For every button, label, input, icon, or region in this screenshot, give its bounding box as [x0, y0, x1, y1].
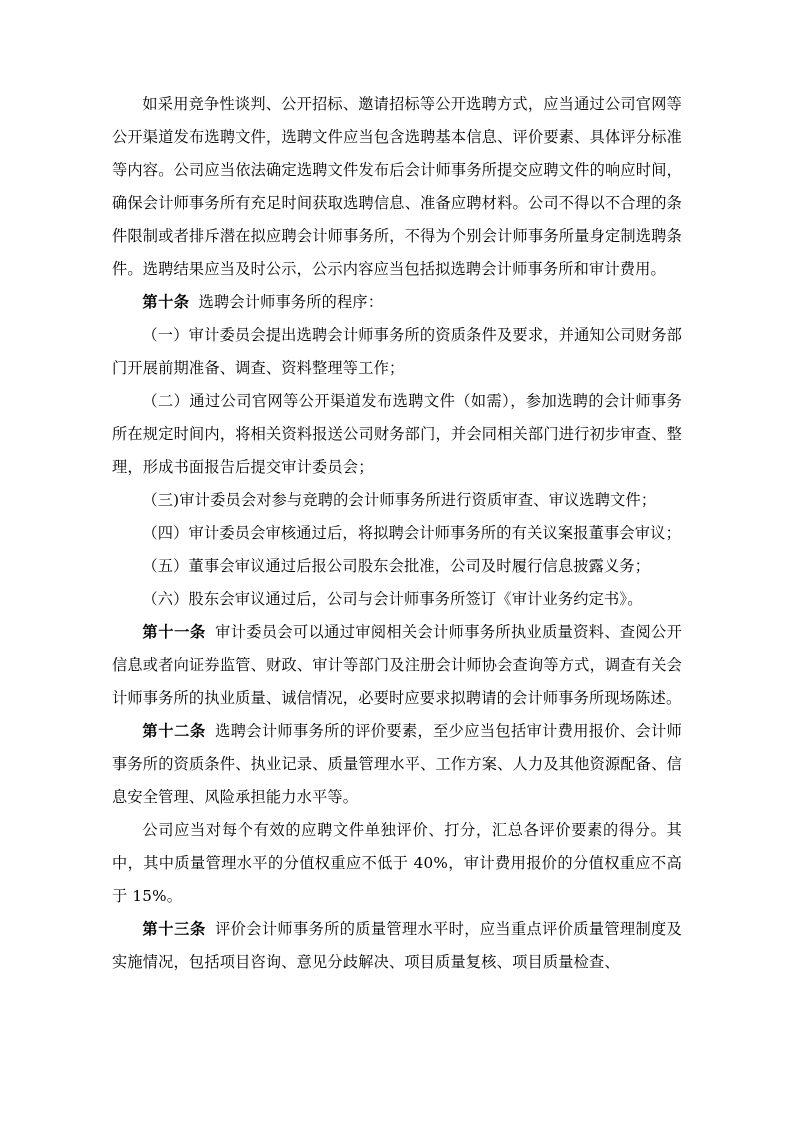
article-12-label: 第十二条: [142, 722, 206, 740]
item-10-4: （四）审计委员会审核通过后，将拟聘会计师事务所的有关议案报董事会审议；: [142, 524, 681, 542]
item-10-2: （二）通过公司官网等公开渠道发布选聘文件（如需），参加选聘的会计师事务所在规定时间内，将相关资料报送公司财务部门，并会同相关部门进行初步审查、整理，形成书面报告后提交审计委员会；: [112, 392, 682, 476]
article-10: [112, 286, 682, 319]
item-10-5: （五）董事会审议通过后报公司股东会批准，公司及时履行信息披露义务；: [142, 557, 651, 575]
item-10-6: （六）股东会审议通过后，公司与会计师事务所签订《审计业务约定书》。: [142, 590, 643, 608]
document-body: [112, 88, 682, 979]
article-10-text: 选聘会计师事务所的程序：: [198, 293, 384, 311]
article-13: [112, 913, 682, 979]
item-10-1: （一）审计委员会提出选聘会计师事务所的资质条件及要求，并通知公司财务部门开展前期准备、调查、资料整理等工作；: [112, 326, 682, 377]
article-13-label: 第十三条: [142, 920, 206, 938]
item-10-3: （三)审计委员会对参与竞聘的会计师事务所进行资质审查、审议选聘文件；: [142, 491, 657, 509]
paragraph-scoring: 公司应当对每个有效的应聘文件单独评价、打分，汇总各评价要素的得分。其中，其中质量管理水平的分值权重应不低于 40%，审计费用报价的分值权重应不高于 15%。: [112, 821, 682, 905]
article-12: [112, 715, 682, 814]
article-13-text: 评价会计师事务所的质量管理水平时，应当重点评价质量管理制度及实施情况，包括项目咨询、意见分歧解决、项目质量复核、项目质量检查、: [112, 920, 683, 971]
article-12-text: 选聘会计师事务所的评价要素，至少应当包括审计费用报价、会计师事务所的资质条件、执业记录、质量管理水平、工作方案、人力及其他资源配备、信息安全管理、风险承担能力水平等。: [112, 722, 683, 806]
paragraph-competitive-selection: 如采用竞争性谈判、公开招标、邀请招标等公开选聘方式，应当通过公司官网等公开渠道发布选聘文件，选聘文件应当包含选聘基本信息、评价要素、具体评分标准等内容。公司应当依法确定选聘文件发布后会计师事务所提交应聘文件的响应时间，确保会计师事务所有充足时间获取选聘信息、准备应聘材料。公司不得以不合理的条件限制或者排斥潜在拟应聘会计师事务所，不得为个别会计师事务所量身定制选聘条件。选聘结果应当及时公示，公示内容应当包括拟选聘会计师事务所和审计费用。: [112, 95, 682, 278]
article-10-label: 第十条: [142, 293, 190, 311]
article-11-label: 第十一条: [142, 623, 206, 641]
article-11-text: 审计委员会可以通过审阅相关会计师事务所执业质量资料、查阅公开信息或者向证券监管、财政、审计等部门及注册会计师协会查询等方式，调查有关会计师事务所的执业质量、诚信情况，必要时应要求拟聘请的会计师事务所现场陈述。: [112, 623, 683, 707]
article-11: [112, 616, 682, 715]
